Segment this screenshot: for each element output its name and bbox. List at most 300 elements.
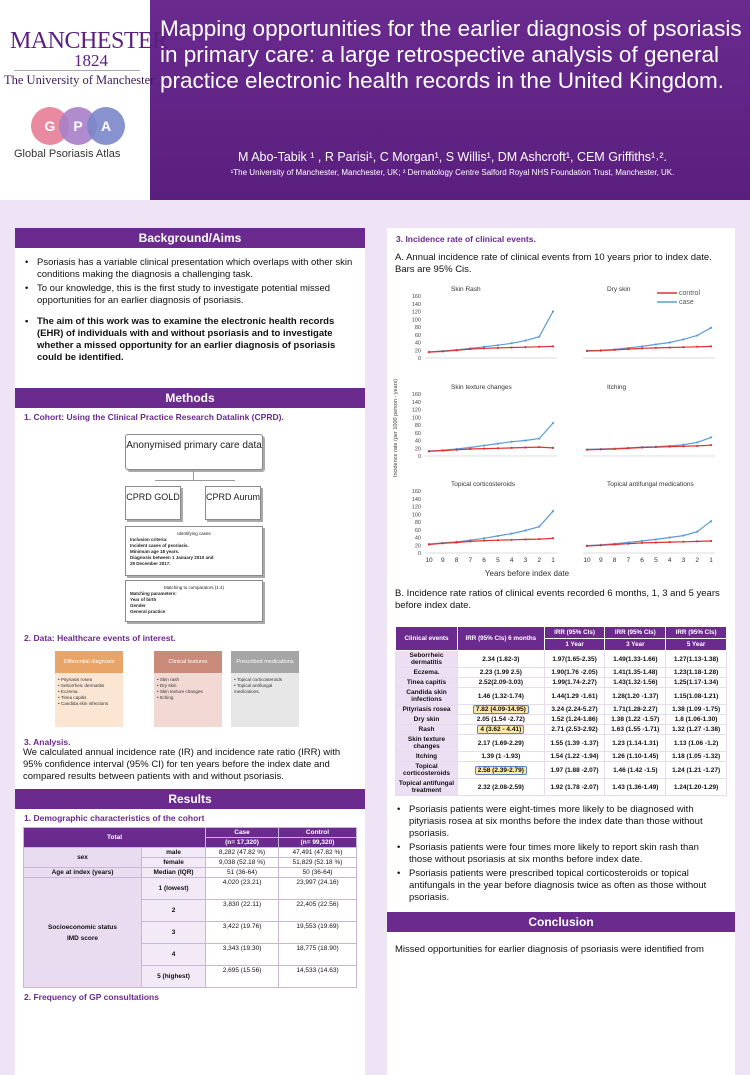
series-control-line [587,541,711,546]
table-cell: 3.24 (2.24-5.27) [544,705,605,715]
university-name: The University of Manchester [4,73,155,87]
demographics-table [23,827,357,988]
table-cell: 1.43(1.32-1.56) [605,678,666,688]
poster-title: Mapping opportunities for the earlier diagnosis of psoriasis in primary care: a large retrospective analysis of general practice electronic health records in the United Kingdom. [160,16,742,93]
x-tick-label: 2 [537,557,542,564]
control-point [696,346,698,348]
x-axis-label: Years before index date [484,569,570,578]
control-point [442,449,444,451]
y-tick-label: 20 [414,446,421,453]
case-point [696,441,698,443]
y-tick-label: 100 [411,415,421,422]
table-cell: 1.46 (1.32-1.74) [458,688,545,705]
table-cell: 1.43 (1.36-1.49) [605,779,666,796]
left-column [15,228,365,1075]
table-header: (n= 17,320) [206,838,279,848]
y-tick-label: 140 [411,496,421,503]
table-cell: 8,282 (47.82 %) [206,848,279,858]
x-tick-label: 3 [523,557,528,564]
y-tick-label: 120 [411,309,421,316]
table-cell: 1.28(1.20 -1.37) [605,688,666,705]
table-cell: 9,038 (52.18 %) [206,858,279,868]
case-point [497,535,499,537]
table-cell: 3,830 (22.11) [206,900,279,922]
table-cell: 2.23 (1.99 2.5) [458,668,545,678]
table-cell: 1.90(1.76 -2.05) [544,668,605,678]
table-cell: 51,829 (52.18 %) [278,858,356,868]
x-tick-label: 10 [425,557,433,564]
incidence-charts [387,278,735,580]
highlighted-value: 4 (3.62 - 4.41) [477,725,524,734]
case-point [511,342,513,344]
table-cell: Dry skin [396,715,458,725]
x-tick-label: 8 [612,557,617,564]
table-cell: Topical corticosteroids [396,762,458,779]
control-point [710,345,712,347]
table-header: 5 Year [666,639,727,651]
control-point [669,346,671,348]
x-tick-label: 9 [598,557,603,564]
gpa-logo-icon [30,104,126,148]
gpa-name: Global Psoriasis Atlas [14,148,121,160]
table-cell: 1 (lowest) [142,878,206,900]
table-header: IRR (95% CIs) [544,627,605,639]
control-point [696,445,698,447]
panel-title: Itching [607,384,627,391]
y-tick-label: 160 [411,392,421,398]
category-clinical-features [154,651,222,727]
control-point [655,541,657,543]
table-cell: 1.18 (1.05 -1.32) [666,752,727,762]
table-cell: Median (IQR) [142,868,206,878]
y-tick-label: 80 [414,325,421,331]
case-point [552,310,554,312]
series-control-line [587,445,711,450]
table-cell: 1.99(1.74-2.27) [544,678,605,688]
list-item: • Psoriasis has a variable clinical presentation which overlaps with other skin conditions making the diagnosis a challenging task. [25,257,353,281]
table-cell: 1.26 (1.10-1.45) [605,752,666,762]
category-prescribed-medications [231,651,299,727]
y-tick-label: 160 [411,294,421,300]
category-item: • Candida skin infections [58,701,120,707]
control-point [600,350,602,352]
table-header: (n= 99,320) [278,838,356,848]
case-point [538,437,540,439]
control-point [669,446,671,448]
category-body [154,673,222,727]
table-cell: 1.38 (1.22 -1.57) [605,715,666,725]
table-cell: 51 (36-64) [206,868,279,878]
table-row [24,848,357,858]
table-header: Case [206,828,279,838]
category-item: • Tinea capitis [58,695,120,701]
control-point [600,544,602,546]
manchester-logo-year: 1824 [74,51,108,70]
table-cell: 47,491 (47.82 %) [278,848,356,858]
x-tick-label: 7 [626,557,631,564]
flow-cprd-gold: CPRD GOLD [125,486,181,520]
control-point [641,446,643,448]
table-cell: 22,405 (22.56) [278,900,356,922]
control-point [586,449,588,451]
table-cell: 4 [142,944,206,966]
table-row [396,735,727,752]
control-point [511,539,513,541]
control-point [497,447,499,449]
table-cell: Candida skin infections [396,688,458,705]
x-tick-label: 1 [551,557,555,564]
incidence-line-charts [387,278,735,580]
case-point [552,422,554,424]
case-point [641,345,643,347]
control-point [455,449,457,451]
y-tick-label: 60 [414,527,421,534]
table-cell: male [142,848,206,858]
control-point [682,346,684,348]
table-header: IRR (95% CIs) 6 months [458,627,545,651]
table-cell: 2,695 (15.56) [206,966,279,988]
case-point [669,536,671,538]
table-row [396,668,727,678]
panel-title: Skin Rash [451,286,481,293]
table-cell: 2.05 (1.54 -2.72) [458,715,545,725]
table-row [24,868,357,878]
table-header: Control [278,828,356,838]
table-cell [458,762,545,779]
table-cell: 1.23(1.18-1.28) [666,668,727,678]
cohort-flowchart [15,430,365,625]
control-point [627,543,629,545]
table-cell: Pityriasis rosea [396,705,458,715]
flow-cases-line: Incident cases of psoriasis. [130,543,189,548]
incidence-part-b: B. Incidence rate ratios of clinical events recorded 6 months, 1, 3 and 5 years before index date. [395,588,720,611]
table-cell: 1.24(1.20-1.29) [666,779,727,796]
table-cell: 1.32 (1.27 -1.38) [666,725,727,735]
control-point [428,543,430,545]
author-list: M Abo-Tabik ¹ , R Parisi¹, C Morgan¹, S Willis¹, DM Ashcroft¹, CEM Griffiths¹˒². [238,150,667,164]
list-item: • Psoriasis patients were eight-times more likely to be diagnosed with pityriasis rosea at six months before the index date than those without psoriasis. [397,804,723,840]
case-point [524,529,526,531]
logo-panel [0,0,168,200]
list-item: • Psoriasis patients were prescribed topical corticosteroids or topical antifungals in the year before diagnosis twice as often as those without psoriasis. [397,868,723,904]
table-row [396,762,727,779]
control-point [552,447,554,449]
series-case-line [429,312,553,352]
case-point [483,537,485,539]
flow-match-line: Matching parameters: [130,591,177,596]
control-point [497,539,499,541]
table-cell: 18,775 (18.90) [278,944,356,966]
case-point [669,341,671,343]
table-cell: 3 [142,922,206,944]
table-cell: 1.24 (1.21 -1.27) [666,762,727,779]
incidence-heading: 3. Incidence rate of clinical events. [396,234,536,244]
control-point [538,538,540,540]
legend-case-label: case [679,299,694,306]
series-control-line [429,346,553,352]
control-point [586,545,588,547]
table-cell: 1.39 (1 -1.93) [458,752,545,762]
control-point [655,347,657,349]
legend-control-label: control [679,290,701,297]
control-point [586,350,588,352]
y-tick-label: 80 [414,423,421,429]
gpa-letter-g: G [44,118,56,134]
series-control-line [587,346,711,351]
control-point [442,542,444,544]
table-cell: 1.27(1.13-1.38) [666,651,727,668]
table-cell [458,725,545,735]
control-point [696,540,698,542]
conclusion-heading: Conclusion [387,912,735,932]
table-cell: 2 [142,900,206,922]
table-cell: 19,553 (19.69) [278,922,356,944]
y-tick-label: 100 [411,317,421,324]
logo-divider [14,70,140,71]
category-header: Differential diagnosis [55,651,123,673]
table-row [396,688,727,705]
table-header: IRR (95% CIs) [666,627,727,639]
y-tick-label: 140 [411,301,421,308]
conclusion-text: Missed opportunities for earlier diagnosis of psoriasis were identified from [395,944,704,955]
flow-cases-line: 29 December 2017. [130,561,171,566]
control-point [613,349,615,351]
table-cell: 5 (highest) [142,966,206,988]
table-cell: 2.71 (2.53-2.92) [544,725,605,735]
table-cell: sex [24,848,142,868]
control-point [682,445,684,447]
highlighted-value: 2.58 (2.39-2.79) [475,766,527,775]
control-point [641,542,643,544]
control-point [600,448,602,450]
table-cell: 1.49(1.33-1.66) [605,651,666,668]
flow-cprd-aurum: CPRD Aurum [205,486,261,520]
table-cell: 1.8 (1.06-1.30) [666,715,727,725]
results-heading: Results [15,789,365,809]
results-gp-subheading: 2. Frequency of GP consultations [24,992,159,1002]
control-point [710,540,712,542]
control-point [710,444,712,446]
table-row [396,651,727,668]
table-cell: 23,997 (24.16) [278,878,356,900]
case-point [682,338,684,340]
results-demographics-subheading: 1. Demographic characteristics of the cohort [24,813,205,823]
control-point [455,349,457,351]
panel-title: Skin texture changes [451,384,512,391]
flow-match-line: Year of birth [130,597,157,602]
table-cell: 50 (36-64) [278,868,356,878]
table-cell: 1.15(1.08-1.21) [666,688,727,705]
table-row [396,725,727,735]
table-header: IRR (95% CIs) [605,627,666,639]
control-point [483,540,485,542]
category-item: • Seborrheic dermatitis [58,683,120,689]
table-cell: 3,422 (19.76) [206,922,279,944]
control-point [469,540,471,542]
category-differential-diagnosis [55,651,123,727]
x-tick-label: 5 [654,557,658,564]
case-point [538,526,540,528]
control-point [469,348,471,350]
case-point [483,444,485,446]
case-point [655,538,657,540]
table-cell: Rash [396,725,458,735]
category-item: • Skin texture changes [157,689,219,695]
y-tick-label: 120 [411,407,421,414]
table-cell: 1.71(1.28-2.27) [605,705,666,715]
panel-title: Topical antifungal medications [607,481,694,488]
x-tick-label: 7 [468,557,473,564]
table-row [396,715,727,725]
list-item: • To our knowledge, this is the first study to investigate potential missed opportunities for an earlier diagnosis of psoriasis. [25,283,353,307]
y-tick-label: 0 [417,356,421,362]
table-cell: 1.55 (1.39 -1.37) [544,735,605,752]
control-point [428,351,430,353]
y-tick-label: 120 [411,504,421,511]
table-cell: 3,343 (19.30) [206,944,279,966]
case-point [710,520,712,522]
control-point [552,537,554,539]
control-point [497,347,499,349]
control-point [524,346,526,348]
table-row [24,878,357,900]
case-point [710,436,712,438]
x-tick-label: 4 [667,557,672,564]
y-tick-label: 0 [417,454,421,460]
x-tick-label: 8 [454,557,459,564]
control-point [655,446,657,448]
y-tick-label: 20 [414,543,421,550]
control-point [524,446,526,448]
methods-cohort-subheading: 1. Cohort: Using the Clinical Practice Research Datalink (CPRD). [24,412,284,422]
x-tick-label: 6 [482,557,486,564]
table-cell: 14,533 (14.63) [278,966,356,988]
table-header: 1 Year [544,639,605,651]
table-header: Clinical events [396,627,458,651]
control-point [641,347,643,349]
case-point [552,510,554,512]
control-point [455,541,457,543]
table-header: Total [24,828,206,848]
category-item: • Dry skin [157,683,219,689]
table-cell: Itching [396,752,458,762]
table-cell: 2.34 (1.82-3) [458,651,545,668]
case-point [538,336,540,338]
right-column [387,228,735,1075]
control-point [469,448,471,450]
flow-match-line: General practice [130,609,166,614]
incidence-bullets [387,804,735,904]
flow-cases-line: Inclusion criteria: [130,537,168,542]
table-cell: 1.97 (1.88 -2.07) [544,762,605,779]
x-tick-label: 1 [709,557,713,564]
y-tick-label: 160 [411,489,421,495]
table-cell: Tinea capitis [396,678,458,688]
category-item: • Topical antifungal medications. [234,683,296,695]
affiliations: ¹The University of Manchester, Manchester, UK; ² Dermatology Centre Salford Royal NHS Foundation Trust, Manchester, UK. [230,168,675,177]
irr-table [395,626,727,796]
category-body [55,673,123,727]
table-cell: 1.46 (1.42 -1.5) [605,762,666,779]
x-tick-label: 10 [583,557,591,564]
table-cell: Eczema. [396,668,458,678]
x-tick-label: 4 [509,557,514,564]
y-tick-label: 0 [417,551,421,557]
case-point [710,327,712,329]
y-tick-label: 60 [414,430,421,437]
control-point [442,350,444,352]
table-cell: 1.52 (1.24-1.86) [544,715,605,725]
panel-title: Topical corticosteroids [451,481,515,488]
control-point [613,543,615,545]
case-point [641,540,643,542]
gpa-letter-a: A [100,118,112,134]
table-row [396,678,727,688]
flow-match-line: Gender [130,603,146,608]
control-point [483,448,485,450]
table-cell: 1.92 (1.78 -2.07) [544,779,605,796]
case-point [682,534,684,536]
table-cell [458,705,545,715]
y-tick-label: 80 [414,520,421,526]
panel-title: Dry skin [607,286,631,293]
table-cell: Age at index (years) [24,868,142,878]
category-item: • Itching [157,695,219,701]
case-point [696,531,698,533]
flow-cases-line: Diagnosis between 1 January 2010 and [130,555,214,560]
flow-matching [125,580,263,622]
control-point [613,448,615,450]
y-axis-label: Incidence rate (per 1000 person - years) [393,378,399,478]
y-tick-label: 100 [411,512,421,519]
list-item: • Psoriasis patients were four times more likely to report skin rash than those without psoriasis at six months before index date. [397,842,723,866]
methods-heading: Methods [15,388,365,408]
flow-cases-title: Identifying cases [177,531,211,536]
methods-data-subheading: 2. Data: Healthcare events of interest. [24,633,176,643]
case-point [524,439,526,441]
table-cell: 1.38 (1.09 -1.75) [666,705,727,715]
y-tick-label: 20 [414,348,421,355]
manchester-logo-name: MANCHESTER [10,28,168,54]
table-row [396,779,727,796]
background-bullets [15,257,365,364]
table-cell [24,878,142,988]
table-cell: 1.25(1.17-1.34) [666,678,727,688]
background-heading: Background/Aims [15,228,365,248]
table-cell: 1.97(1.65-2.35) [544,651,605,668]
x-tick-label: 6 [640,557,644,564]
case-point [511,441,513,443]
x-tick-label: 2 [695,557,700,564]
category-item: • Topical corticosteroids [234,677,296,683]
table-cell: 1.44(1.29 -1.61) [544,688,605,705]
aim-statement: • The aim of this work was to examine the electronic health records (EHR) of individuals with and without psoriasis and to investigate whether a missed opportunity for an earlier diagnosis of psoriasis could be identified. [25,316,353,364]
control-point [511,447,513,449]
case-point [524,339,526,341]
table-cell: 2.17 (1.69-2.29) [458,735,545,752]
table-cell: 1.63 (1.55 -1.71) [605,725,666,735]
control-point [524,538,526,540]
table-cell: 1.23 (1.14-1.31) [605,735,666,752]
table-cell: 4,020 (23.21) [206,878,279,900]
category-header: Prescribed medications [231,651,299,673]
table-header: 3 Year [605,639,666,651]
table-row [396,705,727,715]
control-point [627,447,629,449]
table-cell: Skin texture changes [396,735,458,752]
control-point [552,345,554,347]
table-cell: 1.41(1.35-1.48) [605,668,666,678]
